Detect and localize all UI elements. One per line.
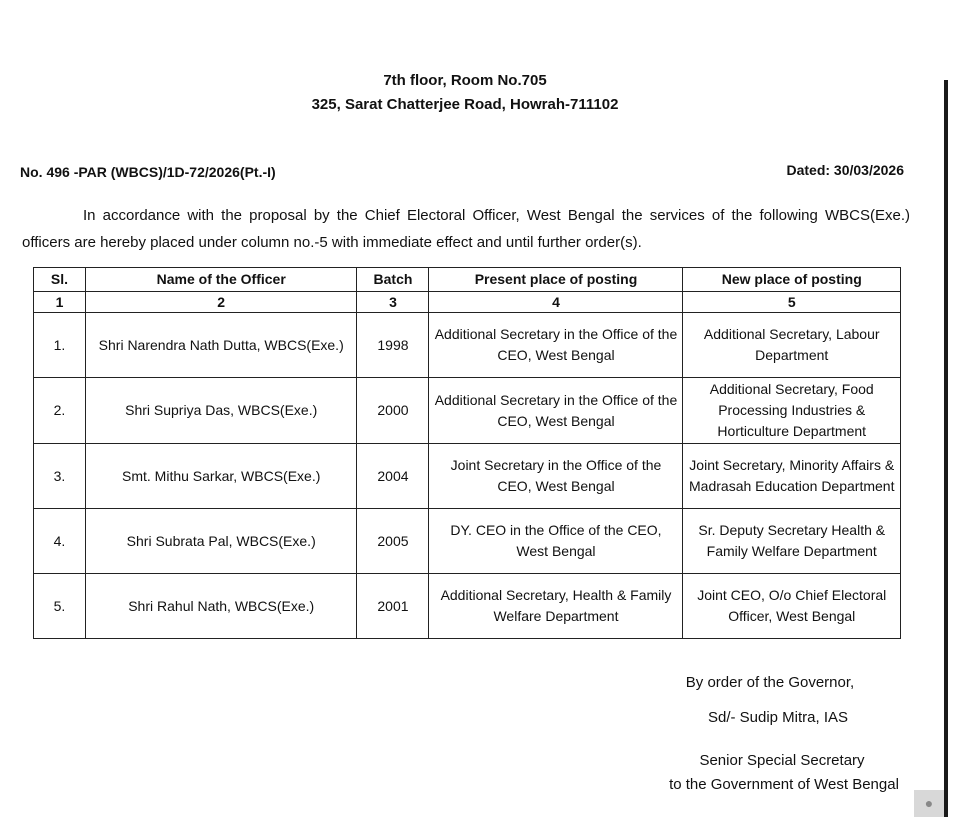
row-batch: 1998 bbox=[357, 313, 429, 378]
table-row bbox=[34, 378, 901, 444]
header-name: Name of the Officer bbox=[85, 268, 357, 292]
signature-government: to the Government of West Bengal bbox=[669, 776, 899, 793]
row-new-posting: Additional Secretary, Labour Department bbox=[683, 313, 901, 378]
row-officer-name: Shri Narendra Nath Dutta, WBCS(Exe.) bbox=[85, 313, 357, 378]
column-number: 5 bbox=[683, 292, 901, 313]
row-officer-name: Smt. Mithu Sarkar, WBCS(Exe.) bbox=[85, 444, 357, 509]
row-present-posting: DY. CEO in the Office of the CEO, West Bengal bbox=[429, 509, 683, 574]
watermark-icon: ● bbox=[914, 790, 944, 817]
row-sl: 1. bbox=[34, 313, 86, 378]
row-new-posting: Sr. Deputy Secretary Health & Family Welfare Department bbox=[683, 509, 901, 574]
column-number: 4 bbox=[429, 292, 683, 313]
table-row bbox=[34, 509, 901, 574]
office-address: 325, Sarat Chatterjee Road, Howrah-711102 bbox=[311, 96, 619, 113]
row-sl: 4. bbox=[34, 509, 86, 574]
signature-authority-line: By order of the Governor, bbox=[685, 674, 855, 691]
row-sl: 3. bbox=[34, 444, 86, 509]
row-new-posting: Additional Secretary, Food Processing Industries & Horticulture Department bbox=[683, 378, 901, 444]
row-batch: 2005 bbox=[357, 509, 429, 574]
column-number-row bbox=[34, 292, 901, 313]
table-row bbox=[34, 313, 901, 378]
page-edge-divider bbox=[944, 80, 948, 817]
header-present-posting: Present place of posting bbox=[429, 268, 683, 292]
postings-table bbox=[33, 267, 901, 639]
order-reference-number: No. 496 -PAR (WBCS)/1D-72/2026(Pt.-I) bbox=[20, 164, 276, 180]
table-row bbox=[34, 444, 901, 509]
column-number: 1 bbox=[34, 292, 86, 313]
header-new-posting: New place of posting bbox=[683, 268, 901, 292]
order-body-text: In accordance with the proposal by the Chief Electoral Officer, West Bengal the services of the following WBCS(Exe.) officers are hereby placed under column no.-5 with immediate effect and until further order(s). bbox=[22, 207, 910, 251]
row-batch: 2000 bbox=[357, 378, 429, 444]
row-batch: 2004 bbox=[357, 444, 429, 509]
signature-signatory: Sd/- Sudip Mitra, IAS bbox=[707, 709, 849, 726]
row-present-posting: Additional Secretary in the Office of the CEO, West Bengal bbox=[429, 313, 683, 378]
row-officer-name: Shri Supriya Das, WBCS(Exe.) bbox=[85, 378, 357, 444]
row-sl: 5. bbox=[34, 574, 86, 639]
row-sl: 2. bbox=[34, 378, 86, 444]
office-floor-line: 7th floor, Room No.705 bbox=[383, 72, 547, 89]
order-date: Dated: 30/03/2026 bbox=[786, 162, 904, 178]
table-header-row bbox=[34, 268, 901, 292]
row-officer-name: Shri Rahul Nath, WBCS(Exe.) bbox=[85, 574, 357, 639]
header-batch: Batch bbox=[357, 268, 429, 292]
row-present-posting: Additional Secretary, Health & Family Welfare Department bbox=[429, 574, 683, 639]
row-new-posting: Joint CEO, O/o Chief Electoral Officer, West Bengal bbox=[683, 574, 901, 639]
signature-designation: Senior Special Secretary bbox=[699, 752, 865, 769]
column-number: 2 bbox=[85, 292, 357, 313]
header-sl: Sl. bbox=[34, 268, 86, 292]
row-present-posting: Joint Secretary in the Office of the CEO, West Bengal bbox=[429, 444, 683, 509]
row-present-posting: Additional Secretary in the Office of the CEO, West Bengal bbox=[429, 378, 683, 444]
row-new-posting: Joint Secretary, Minority Affairs & Madrasah Education Department bbox=[683, 444, 901, 509]
row-officer-name: Shri Subrata Pal, WBCS(Exe.) bbox=[85, 509, 357, 574]
column-number: 3 bbox=[357, 292, 429, 313]
row-batch: 2001 bbox=[357, 574, 429, 639]
table-row bbox=[34, 574, 901, 639]
